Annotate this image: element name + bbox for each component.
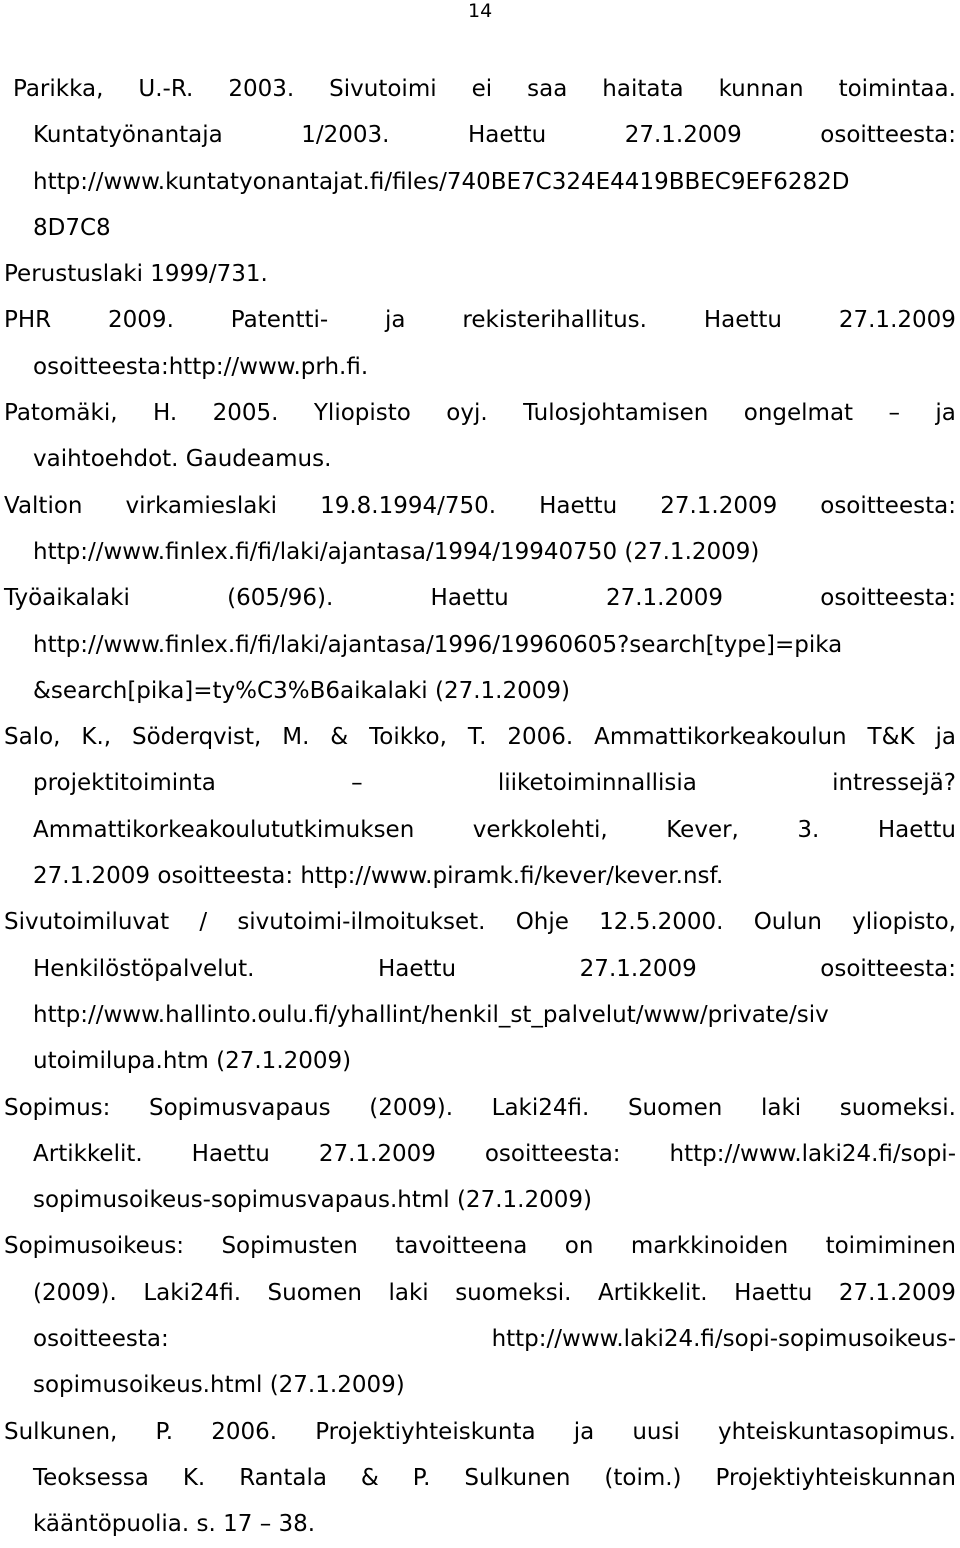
reference-line: Kuntatyönantaja 1/2003. Haettu 27.1.2009 osoitteesta: bbox=[33, 122, 956, 149]
reference-list bbox=[4, 66, 956, 1548]
page-number: 14 bbox=[468, 0, 493, 22]
reference-line: (2009). Laki24fi. Suomen laki suomeksi. Artikkelit. Haettu 27.1.2009 bbox=[33, 1279, 956, 1306]
reference-line: sopimusoikeus-sopimusvapaus.html (27.1.2009) bbox=[33, 1187, 592, 1214]
reference-line: sopimusoikeus.html (27.1.2009) bbox=[33, 1372, 405, 1399]
reference-line: Artikkelit. Haettu 27.1.2009 osoitteesta: http://www.laki24.fi/sopi- bbox=[33, 1140, 956, 1167]
reference-line: Henkilöstöpalvelut. Haettu 27.1.2009 osoitteesta: bbox=[33, 955, 956, 982]
reference-line: &search[pika]=ty%C3%B6aikalaki (27.1.2009) bbox=[33, 677, 570, 704]
reference-entry bbox=[4, 297, 956, 390]
reference-line: http://www.finlex.fi/fi/laki/ajantasa/1994/19940750 (27.1.2009) bbox=[33, 538, 760, 565]
reference-line: Ammattikorkeakoulututkimuksen verkkolehti, Kever, 3. Haettu bbox=[33, 816, 956, 843]
reference-entry bbox=[4, 1223, 956, 1408]
reference-line: 8D7C8 bbox=[33, 214, 111, 241]
reference-entry bbox=[4, 66, 956, 251]
reference-line: osoitteesta: http://www.laki24.fi/sopi-sopimusoikeus- bbox=[33, 1326, 956, 1353]
reference-line: projektitoiminta – liiketoiminnallisia intressejä? bbox=[33, 770, 956, 797]
reference-entry bbox=[4, 1085, 956, 1224]
reference-line: Sopimusoikeus: Sopimusten tavoitteena on markkinoiden toimiminen bbox=[4, 1233, 956, 1260]
reference-line: http://www.kuntatyonantajat.fi/files/740BE7C324E4419BBEC9EF6282D bbox=[33, 168, 850, 195]
reference-line: osoitteesta:http://www.prh.fi. bbox=[33, 353, 369, 380]
reference-entry bbox=[4, 251, 956, 297]
reference-line: http://www.finlex.fi/fi/laki/ajantasa/1996/19960605?search[type]=pika bbox=[33, 631, 843, 658]
reference-entry bbox=[4, 899, 956, 1084]
reference-line: vaihtoehdot. Gaudeamus. bbox=[33, 446, 332, 473]
reference-line: Valtion virkamieslaki 19.8.1994/750. Haettu 27.1.2009 osoitteesta: bbox=[4, 492, 956, 519]
reference-line: Sivutoimiluvat / sivutoimi-ilmoitukset. Ohje 12.5.2000. Oulun yliopisto, bbox=[4, 909, 956, 936]
reference-line: Perustuslaki 1999/731. bbox=[4, 261, 268, 288]
reference-entry bbox=[4, 575, 956, 714]
reference-line: PHR 2009. Patentti- ja rekisterihallitus. Haettu 27.1.2009 bbox=[4, 307, 956, 334]
reference-entry bbox=[4, 390, 956, 483]
reference-line: Parikka, U.-R. 2003. Sivutoimi ei saa haitata kunnan toimintaa. bbox=[13, 76, 956, 102]
reference-line: http://www.hallinto.oulu.fi/yhallint/henkil_st_palvelut/www/private/siv bbox=[33, 1001, 829, 1028]
reference-line: Sopimus: Sopimusvapaus (2009). Laki24fi. Suomen laki suomeksi. bbox=[4, 1094, 956, 1121]
reference-entry bbox=[4, 483, 956, 576]
reference-line: Patomäki, H. 2005. Yliopisto oyj. Tulosjohtamisen ongelmat – ja bbox=[4, 400, 956, 427]
reference-line: 27.1.2009 osoitteesta: http://www.piramk.fi/kever/kever.nsf. bbox=[33, 863, 724, 890]
reference-line: Teoksessa K. Rantala & P. Sulkunen (toim.) Projektiyhteiskunnan bbox=[33, 1464, 956, 1491]
reference-line: Salo, K., Söderqvist, M. & Toikko, T. 2006. Ammattikorkeakoulun T&K ja bbox=[4, 724, 956, 751]
reference-entry bbox=[4, 714, 956, 899]
reference-line: kääntöpuolia. s. 17 – 38. bbox=[33, 1511, 316, 1538]
reference-line: Työaikalaki (605/96). Haettu 27.1.2009 osoitteesta: bbox=[4, 585, 956, 612]
reference-line: utoimilupa.htm (27.1.2009) bbox=[33, 1048, 352, 1075]
reference-entry bbox=[4, 1409, 956, 1548]
reference-line: Sulkunen, P. 2006. Projektiyhteiskunta ja uusi yhteiskuntasopimus. bbox=[4, 1418, 956, 1445]
